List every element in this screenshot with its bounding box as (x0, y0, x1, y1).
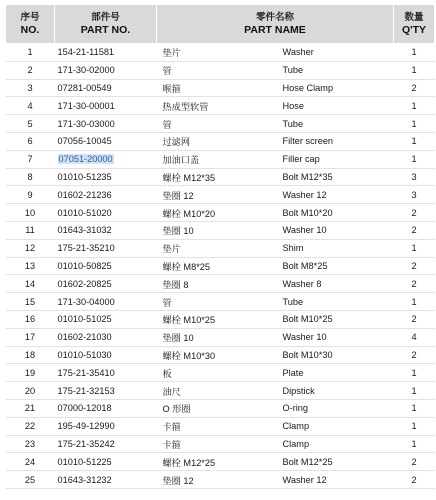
table-row (6, 417, 435, 435)
table-row (6, 399, 435, 417)
quantity: 1 (394, 435, 435, 453)
part-name-en: Bolt M8*25 (282, 260, 328, 271)
part-name-cell (157, 399, 394, 417)
part-number-cell (55, 293, 157, 311)
header-qty-zh: 数量 (404, 12, 424, 23)
part-name-zh: 螺栓 M12*35 (162, 172, 216, 183)
part-number-cell (55, 471, 157, 489)
part-name-en: Tube (282, 296, 304, 307)
part-number: 175-21-32153 (57, 385, 115, 396)
quantity: 2 (394, 453, 435, 471)
part-name-zh: 垫圈 10 (162, 226, 194, 237)
part-number-cell (55, 239, 157, 257)
part-name-zh: 垫圈 10 (162, 333, 194, 344)
part-name-cell (157, 132, 394, 150)
part-number: 01010-50825 (57, 260, 112, 271)
quantity: 2 (394, 221, 435, 239)
row-number: 21 (6, 399, 55, 417)
row-number: 17 (6, 328, 55, 346)
row-number: 22 (6, 417, 55, 435)
part-name-en: Tube (282, 65, 304, 76)
row-number: 2 (6, 61, 55, 79)
row-number: 5 (6, 115, 55, 133)
part-number-cell (55, 453, 157, 471)
part-name-zh: 过滤网 (162, 137, 191, 148)
part-number-cell (55, 132, 157, 150)
part-name-zh: 卡箍 (162, 422, 181, 433)
part-number-cell (55, 328, 157, 346)
part-number-cell (55, 399, 157, 417)
quantity: 1 (394, 115, 435, 133)
part-name-zh: 垫片 (162, 244, 181, 255)
header-part-no-zh: 部件号 (91, 12, 120, 23)
part-name-zh: 螺栓 M12*25 (162, 457, 216, 468)
part-name-zh: 螺栓 M10*20 (162, 208, 216, 219)
header-no-en: NO. (20, 24, 40, 36)
table-row (6, 150, 435, 168)
part-number-cell (55, 435, 157, 453)
quantity: 1 (394, 399, 435, 417)
part-name-zh: 喉箍 (162, 83, 181, 94)
part-number: 171-30-00001 (57, 100, 115, 111)
part-name-en: Shim (282, 243, 304, 254)
table-body (6, 44, 435, 489)
header-qty (394, 5, 435, 44)
part-name-cell (157, 417, 394, 435)
part-number: 01010-51025 (57, 314, 112, 325)
row-number: 18 (6, 346, 55, 364)
part-name-en: Bolt M10*20 (282, 207, 333, 218)
part-name-zh: O 形圈 (162, 404, 191, 415)
quantity: 1 (394, 97, 435, 115)
part-number: 01602-21236 (57, 189, 112, 200)
row-number: 9 (6, 186, 55, 204)
row-number: 24 (6, 453, 55, 471)
row-number: 7 (6, 150, 55, 168)
part-name-cell (157, 293, 394, 311)
quantity: 1 (394, 239, 435, 257)
row-number: 14 (6, 275, 55, 293)
part-number: 01602-21030 (57, 332, 112, 343)
part-number-cell (55, 168, 157, 186)
quantity: 1 (394, 382, 435, 400)
part-name-zh: 热成型软管 (162, 101, 209, 112)
part-number-cell (55, 44, 157, 62)
part-number-cell (55, 186, 157, 204)
quantity: 3 (394, 168, 435, 186)
part-name-cell (157, 328, 394, 346)
row-number: 11 (6, 221, 55, 239)
part-number-cell (55, 97, 157, 115)
table-row (6, 382, 435, 400)
quantity: 2 (394, 204, 435, 222)
table-row (6, 61, 435, 79)
quantity: 2 (394, 79, 435, 97)
table-row (6, 97, 435, 115)
table-row (6, 221, 435, 239)
part-name-cell (157, 382, 394, 400)
part-name-en: Hose Clamp (282, 82, 334, 93)
part-name-zh: 垫圈 12 (162, 190, 194, 201)
part-name-en: Hose (282, 100, 304, 111)
header-part-name (157, 5, 394, 44)
quantity: 4 (394, 328, 435, 346)
part-name-en: Bolt M10*30 (282, 349, 333, 360)
part-name-zh: 卡箍 (162, 439, 181, 450)
table-header (6, 5, 435, 44)
part-name-zh: 管 (162, 297, 172, 308)
quantity: 1 (394, 150, 435, 168)
part-name-zh: 垫圈 12 (162, 475, 194, 486)
part-number-cell (55, 382, 157, 400)
table-row (6, 115, 435, 133)
row-number: 12 (6, 239, 55, 257)
part-number: 01010-51235 (57, 171, 112, 182)
quantity: 1 (394, 44, 435, 62)
part-number: 175-21-35210 (57, 243, 115, 254)
header-part-no (55, 5, 157, 44)
part-name-cell (157, 346, 394, 364)
quantity: 1 (394, 364, 435, 382)
quantity: 2 (394, 471, 435, 489)
quantity: 1 (394, 132, 435, 150)
table-row (6, 79, 435, 97)
part-name-cell (157, 435, 394, 453)
part-name-cell (157, 97, 394, 115)
part-name-en: Tube (282, 118, 304, 129)
part-name-cell (157, 61, 394, 79)
part-number-cell (55, 310, 157, 328)
row-number: 13 (6, 257, 55, 275)
part-number: 01643-31232 (57, 474, 112, 485)
header-part-name-zh: 零件名称 (255, 12, 294, 23)
header-part-name-en: PART NAME (244, 24, 306, 36)
table-row (6, 44, 435, 62)
part-number: 171-30-02000 (57, 65, 115, 76)
row-number: 23 (6, 435, 55, 453)
part-number-cell (55, 61, 157, 79)
parts-list (5, 4, 434, 489)
part-number: 07281-00549 (57, 82, 112, 93)
part-name-en: Washer 8 (282, 278, 322, 289)
part-name-zh: 垫圈 8 (162, 279, 189, 290)
row-number: 16 (6, 310, 55, 328)
table-row (6, 293, 435, 311)
row-number: 20 (6, 382, 55, 400)
row-number: 3 (6, 79, 55, 97)
quantity: 1 (394, 61, 435, 79)
quantity: 1 (394, 417, 435, 435)
table-row (6, 453, 435, 471)
part-name-en: Plate (282, 367, 304, 378)
table-row (6, 257, 435, 275)
quantity: 2 (394, 310, 435, 328)
header-qty-en: Q'TY (401, 24, 427, 36)
header-part-no-en: PART NO. (80, 24, 131, 36)
part-name-cell (157, 204, 394, 222)
table-row (6, 471, 435, 489)
part-number: 171-30-04000 (57, 296, 115, 307)
part-number-cell (55, 150, 157, 168)
part-name-zh: 垫片 (162, 48, 181, 59)
quantity: 3 (394, 186, 435, 204)
part-number-cell (55, 257, 157, 275)
quantity: 1 (394, 293, 435, 311)
part-name-cell (157, 44, 394, 62)
row-number: 25 (6, 471, 55, 489)
part-number: 195-49-12990 (57, 421, 115, 432)
table-row (6, 435, 435, 453)
part-name-en: Washer 10 (282, 225, 327, 236)
part-name-cell (157, 79, 394, 97)
header-no-zh: 序号 (20, 12, 40, 23)
table-row (6, 132, 435, 150)
part-number-cell (55, 79, 157, 97)
part-number: 07051-20000 (58, 154, 113, 165)
row-number: 4 (6, 97, 55, 115)
part-number-cell (55, 221, 157, 239)
part-number-cell (55, 417, 157, 435)
part-number: 01643-31032 (57, 225, 112, 236)
row-number: 19 (6, 364, 55, 382)
part-number: 01010-51020 (57, 207, 112, 218)
row-number: 6 (6, 132, 55, 150)
part-name-cell (157, 257, 394, 275)
part-number: 171-30-03000 (57, 118, 115, 129)
part-number: 07056-10045 (57, 136, 112, 147)
part-name-en: Dipstick (282, 385, 315, 396)
parts-table (5, 4, 435, 489)
part-number: 01010-51225 (57, 456, 112, 467)
part-name-en: O-ring (282, 403, 309, 414)
part-number-cell (55, 115, 157, 133)
part-number-cell (55, 275, 157, 293)
part-name-cell (157, 239, 394, 257)
row-number: 10 (6, 204, 55, 222)
quantity: 2 (394, 275, 435, 293)
part-name-en: Washer 12 (282, 189, 327, 200)
part-name-en: Clamp (282, 421, 310, 432)
part-name-cell (157, 364, 394, 382)
part-name-cell (157, 186, 394, 204)
part-name-zh: 管 (162, 119, 172, 130)
part-name-cell (157, 150, 394, 168)
part-number: 154-21-11581 (57, 47, 115, 58)
table-row (6, 168, 435, 186)
quantity: 2 (394, 257, 435, 275)
table-row (6, 204, 435, 222)
table-row (6, 346, 435, 364)
part-name-cell (157, 471, 394, 489)
part-name-zh: 板 (162, 368, 172, 379)
part-name-cell (157, 115, 394, 133)
part-name-cell (157, 168, 394, 186)
part-number: 175-21-35242 (57, 438, 115, 449)
table-row (6, 186, 435, 204)
part-name-en: Washer 10 (282, 332, 327, 343)
part-number: 01010-51030 (57, 349, 112, 360)
table-row (6, 328, 435, 346)
part-name-cell (157, 453, 394, 471)
part-number-cell (55, 346, 157, 364)
table-row (6, 364, 435, 382)
part-name-zh: 螺栓 M8*25 (162, 261, 210, 272)
table-row (6, 239, 435, 257)
part-number-cell (55, 204, 157, 222)
part-name-zh: 加油口盖 (162, 155, 200, 166)
part-name-cell (157, 221, 394, 239)
part-name-en: Bolt M10*25 (282, 314, 333, 325)
row-number: 8 (6, 168, 55, 186)
part-name-zh: 螺栓 M10*30 (162, 350, 216, 361)
row-number: 15 (6, 293, 55, 311)
part-name-en: Filter screen (282, 136, 334, 147)
part-name-en: Washer 12 (282, 474, 327, 485)
part-name-en: Clamp (282, 438, 310, 449)
part-name-zh: 管 (162, 66, 172, 77)
row-number: 1 (6, 44, 55, 62)
part-name-cell (157, 275, 394, 293)
part-name-zh: 螺栓 M10*25 (162, 315, 216, 326)
header-no (6, 5, 55, 44)
quantity: 2 (394, 346, 435, 364)
part-name-en: Bolt M12*25 (282, 456, 333, 467)
part-name-cell (157, 310, 394, 328)
part-number: 07000-12018 (57, 403, 112, 414)
part-name-en: Bolt M12*35 (282, 171, 333, 182)
part-name-en: Washer (282, 47, 314, 58)
table-row (6, 310, 435, 328)
part-number: 01602-20825 (57, 278, 112, 289)
table-row (6, 275, 435, 293)
part-number-cell (55, 364, 157, 382)
part-name-en: Filler cap (282, 154, 320, 165)
part-name-zh: 油尺 (162, 386, 181, 397)
part-number: 175-21-35410 (57, 367, 115, 378)
